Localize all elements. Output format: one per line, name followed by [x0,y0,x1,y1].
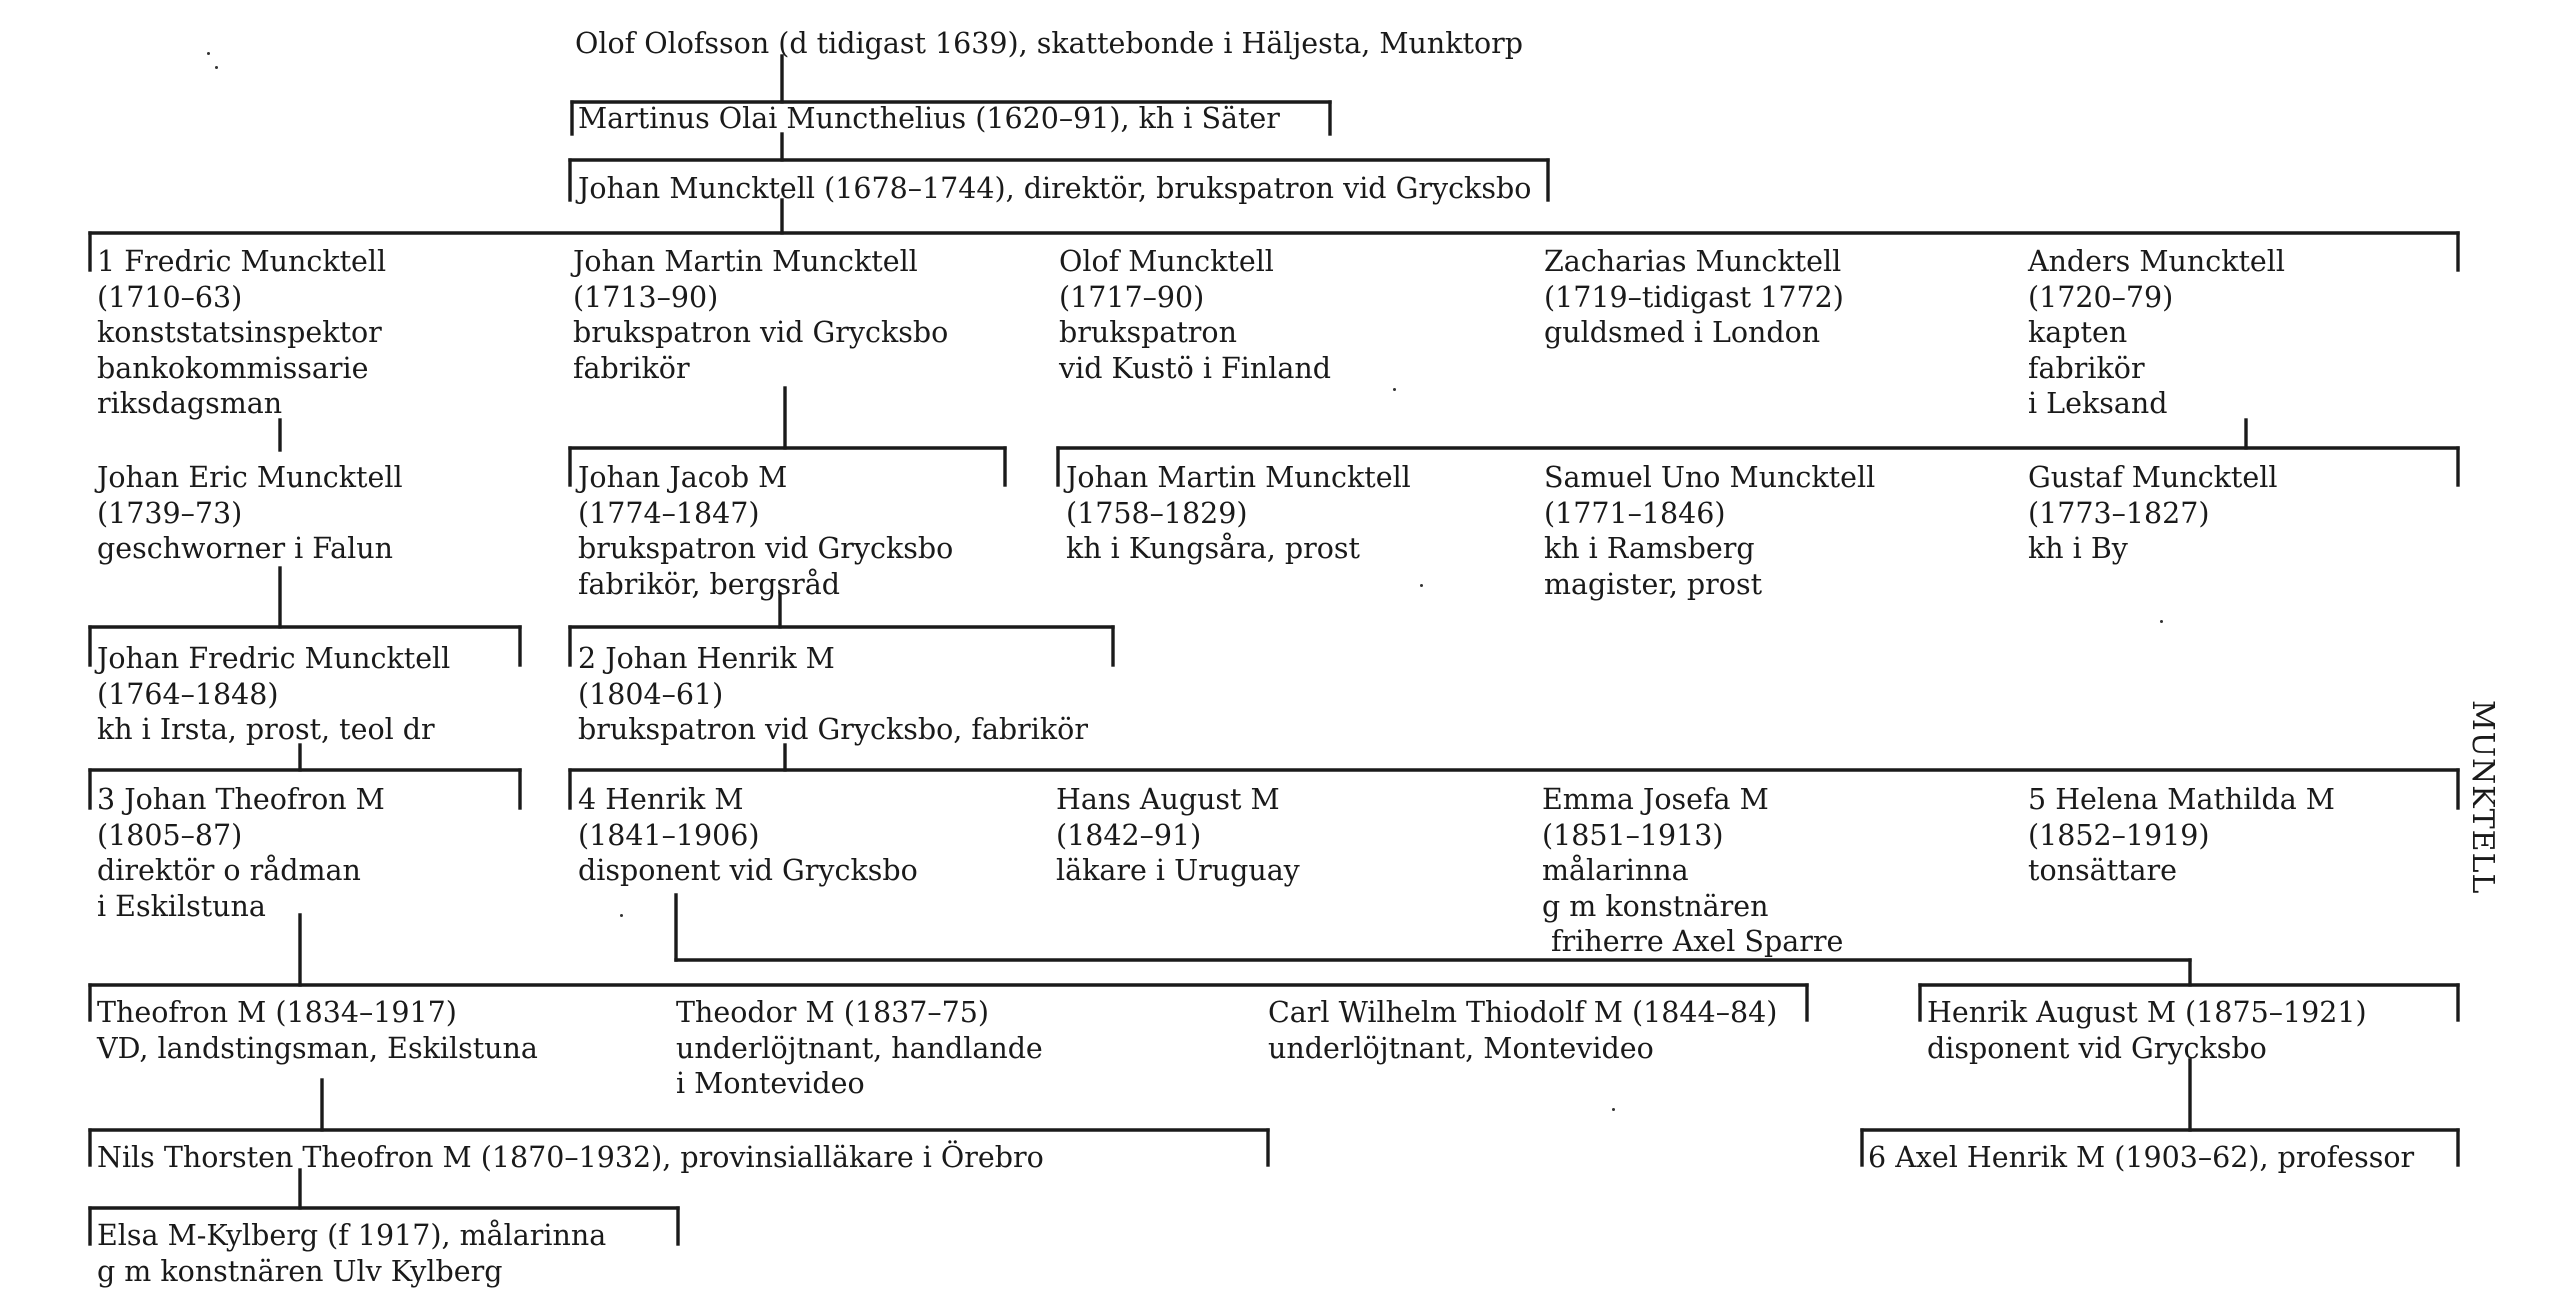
person-axel-henrik-m [1868,1140,2414,1176]
person-johan-henrik-m [578,641,1088,748]
person-line: 2 Johan Henrik M [578,642,835,675]
person-line: i Montevideo [676,1067,865,1100]
person-line: (1764–1848) [97,677,279,711]
person-line: Johan Muncktell (1678–1744), direktör, brukspatron vid Grycksbo [578,172,1532,205]
person-line: guldsmed i London [1544,316,1821,349]
person-line: Theodor M (1837–75) [676,996,989,1029]
person-gustaf-muncktell [2028,460,2277,567]
person-emma-josefa-m [1542,782,1843,960]
person-line: Johan Martin Muncktell [1066,461,1411,494]
person-theodor-m [676,995,1043,1102]
person-olof-olofsson [575,26,1523,62]
person-johan-martin-muncktell-1713 [573,244,948,386]
person-line: (1842–91) [1056,818,1202,852]
person-henrik-august-m [1927,995,2367,1066]
person-line: geschworner i Falun [97,532,393,565]
person-line: Olof Muncktell [1059,245,1274,278]
person-line: disponent vid Grycksbo [578,854,918,887]
person-line: 4 Henrik M [578,783,744,816]
person-line: Johan Jacob M [578,461,788,494]
person-line: fabrikör [2028,351,2145,385]
person-line: (1805–87) [97,818,243,852]
person-henrik-m [578,782,918,889]
stray-mark [1420,584,1423,587]
person-line: Olof Olofsson (d tidigast 1639), skattebonde i Häljesta, Munktorp [575,27,1524,60]
person-line: brukspatron [1059,316,1237,349]
person-line: Johan Martin Muncktell [573,245,918,278]
person-olof-muncktell [1059,244,1331,386]
person-line: brukspatron vid Grycksbo, fabrikör [578,713,1088,746]
person-johan-fredric-muncktell [97,641,450,748]
person-line: kh i By [2028,532,2128,565]
person-line: 1 Fredric Muncktell [97,245,387,278]
person-johan-eric-muncktell [97,460,403,567]
person-helena-mathilda-m [2028,782,2335,889]
stray-mark [1393,388,1396,391]
person-elsa-m-kylberg [97,1218,606,1289]
person-line: målarinna [1542,854,1689,887]
person-line: disponent vid Grycksbo [1927,1031,2267,1065]
person-line: Samuel Uno Muncktell [1544,461,1876,494]
person-line: Emma Josefa M [1542,783,1769,816]
person-anders-muncktell [2028,244,2285,422]
person-fredric-muncktell [97,244,386,422]
person-johan-jacob-m [578,460,953,602]
person-hans-august-m [1056,782,1300,889]
person-line: (1773–1827) [2028,496,2210,530]
person-line: i Leksand [2028,387,2168,420]
person-line: riksdagsman [97,387,283,420]
person-nils-thorsten-theofron-m [97,1140,1044,1176]
person-line: kh i Irsta, prost, teol dr [97,713,435,746]
person-line: kh i Ramsberg [1544,532,1755,565]
person-line: Theofron M (1834–1917) [97,996,457,1029]
person-line: Martinus Olai Muncthelius (1620–91), kh i Säter [578,102,1280,135]
person-line: (1739–73) [97,496,243,530]
person-line: Gustaf Muncktell [2028,461,2278,494]
person-line: (1713–90) [573,280,719,314]
stray-mark [207,52,210,55]
person-line: (1771–1846) [1544,496,1726,530]
person-line: Johan Eric Muncktell [97,461,403,494]
person-line: 6 Axel Henrik M (1903–62), professor [1868,1141,2415,1174]
person-line: magister, prost [1544,567,1763,601]
stray-mark [215,66,218,69]
person-johan-muncktell-1678 [578,171,1531,207]
person-line: Anders Muncktell [2028,245,2286,278]
person-line: brukspatron vid Grycksbo [578,532,954,565]
side-label: MUNKTELL [2465,700,2500,895]
person-line: Nils Thorsten Theofron M (1870–1932), provinsialläkare i Örebro [97,1141,1044,1174]
person-line: g m konstnären [1542,889,1769,923]
person-zacharias-muncktell [1544,244,1844,351]
person-line: kapten [2028,316,2128,349]
person-martinus-olai-muncthelius [578,101,1280,137]
person-line: fabrikör, bergsråd [578,567,841,601]
person-johan-martin-muncktell-1758 [1066,460,1411,567]
person-line: (1774–1847) [578,496,760,530]
person-line: läkare i Uruguay [1056,854,1300,887]
person-line: vid Kustö i Finland [1059,351,1331,385]
person-line: tonsättare [2028,854,2177,887]
stray-mark [620,914,623,917]
person-line: Henrik August M (1875–1921) [1927,996,2367,1029]
person-line: brukspatron vid Grycksbo [573,316,949,349]
person-line: (1851–1913) [1542,818,1724,852]
person-line: (1758–1829) [1066,496,1248,530]
person-line: underlöjtnant, Montevideo [1268,1031,1654,1065]
person-samuel-uno-muncktell [1544,460,1875,602]
person-line: (1710–63) [97,280,243,314]
person-carl-wilhelm-thiodolf-m [1268,995,1777,1066]
person-line: (1841–1906) [578,818,760,852]
person-line: 5 Helena Mathilda M [2028,783,2335,816]
person-johan-theofron-m [97,782,385,924]
person-line: fabrikör [573,351,690,385]
person-line: Johan Fredric Muncktell [97,642,451,675]
person-line: kh i Kungsåra, prost [1066,532,1360,565]
person-line: (1804–61) [578,677,724,711]
person-theofron-m [97,995,538,1066]
person-line: g m konstnären Ulv Kylberg [97,1254,503,1288]
person-line: bankokommissarie [97,351,369,385]
person-line: (1720–79) [2028,280,2174,314]
person-line: (1719–tidigast 1772) [1544,280,1844,314]
stray-mark [1612,1108,1615,1111]
person-line: (1717–90) [1059,280,1205,314]
person-line: underlöjtnant, handlande [676,1031,1043,1065]
person-line: direktör o rådman [97,854,361,887]
person-line: Carl Wilhelm Thiodolf M (1844–84) [1268,996,1778,1029]
person-line: (1852–1919) [2028,818,2210,852]
person-line: friherre Axel Sparre [1542,925,1844,958]
person-line: i Eskilstuna [97,889,266,923]
person-line: Zacharias Muncktell [1544,245,1842,278]
stray-mark [2160,620,2163,623]
person-line: konststatsinspektor [97,316,382,349]
person-line: Elsa M-Kylberg (f 1917), målarinna [97,1219,607,1252]
person-line: 3 Johan Theofron M [97,783,385,816]
person-line: VD, landstingsman, Eskilstuna [97,1031,538,1065]
person-line: Hans August M [1056,783,1280,816]
